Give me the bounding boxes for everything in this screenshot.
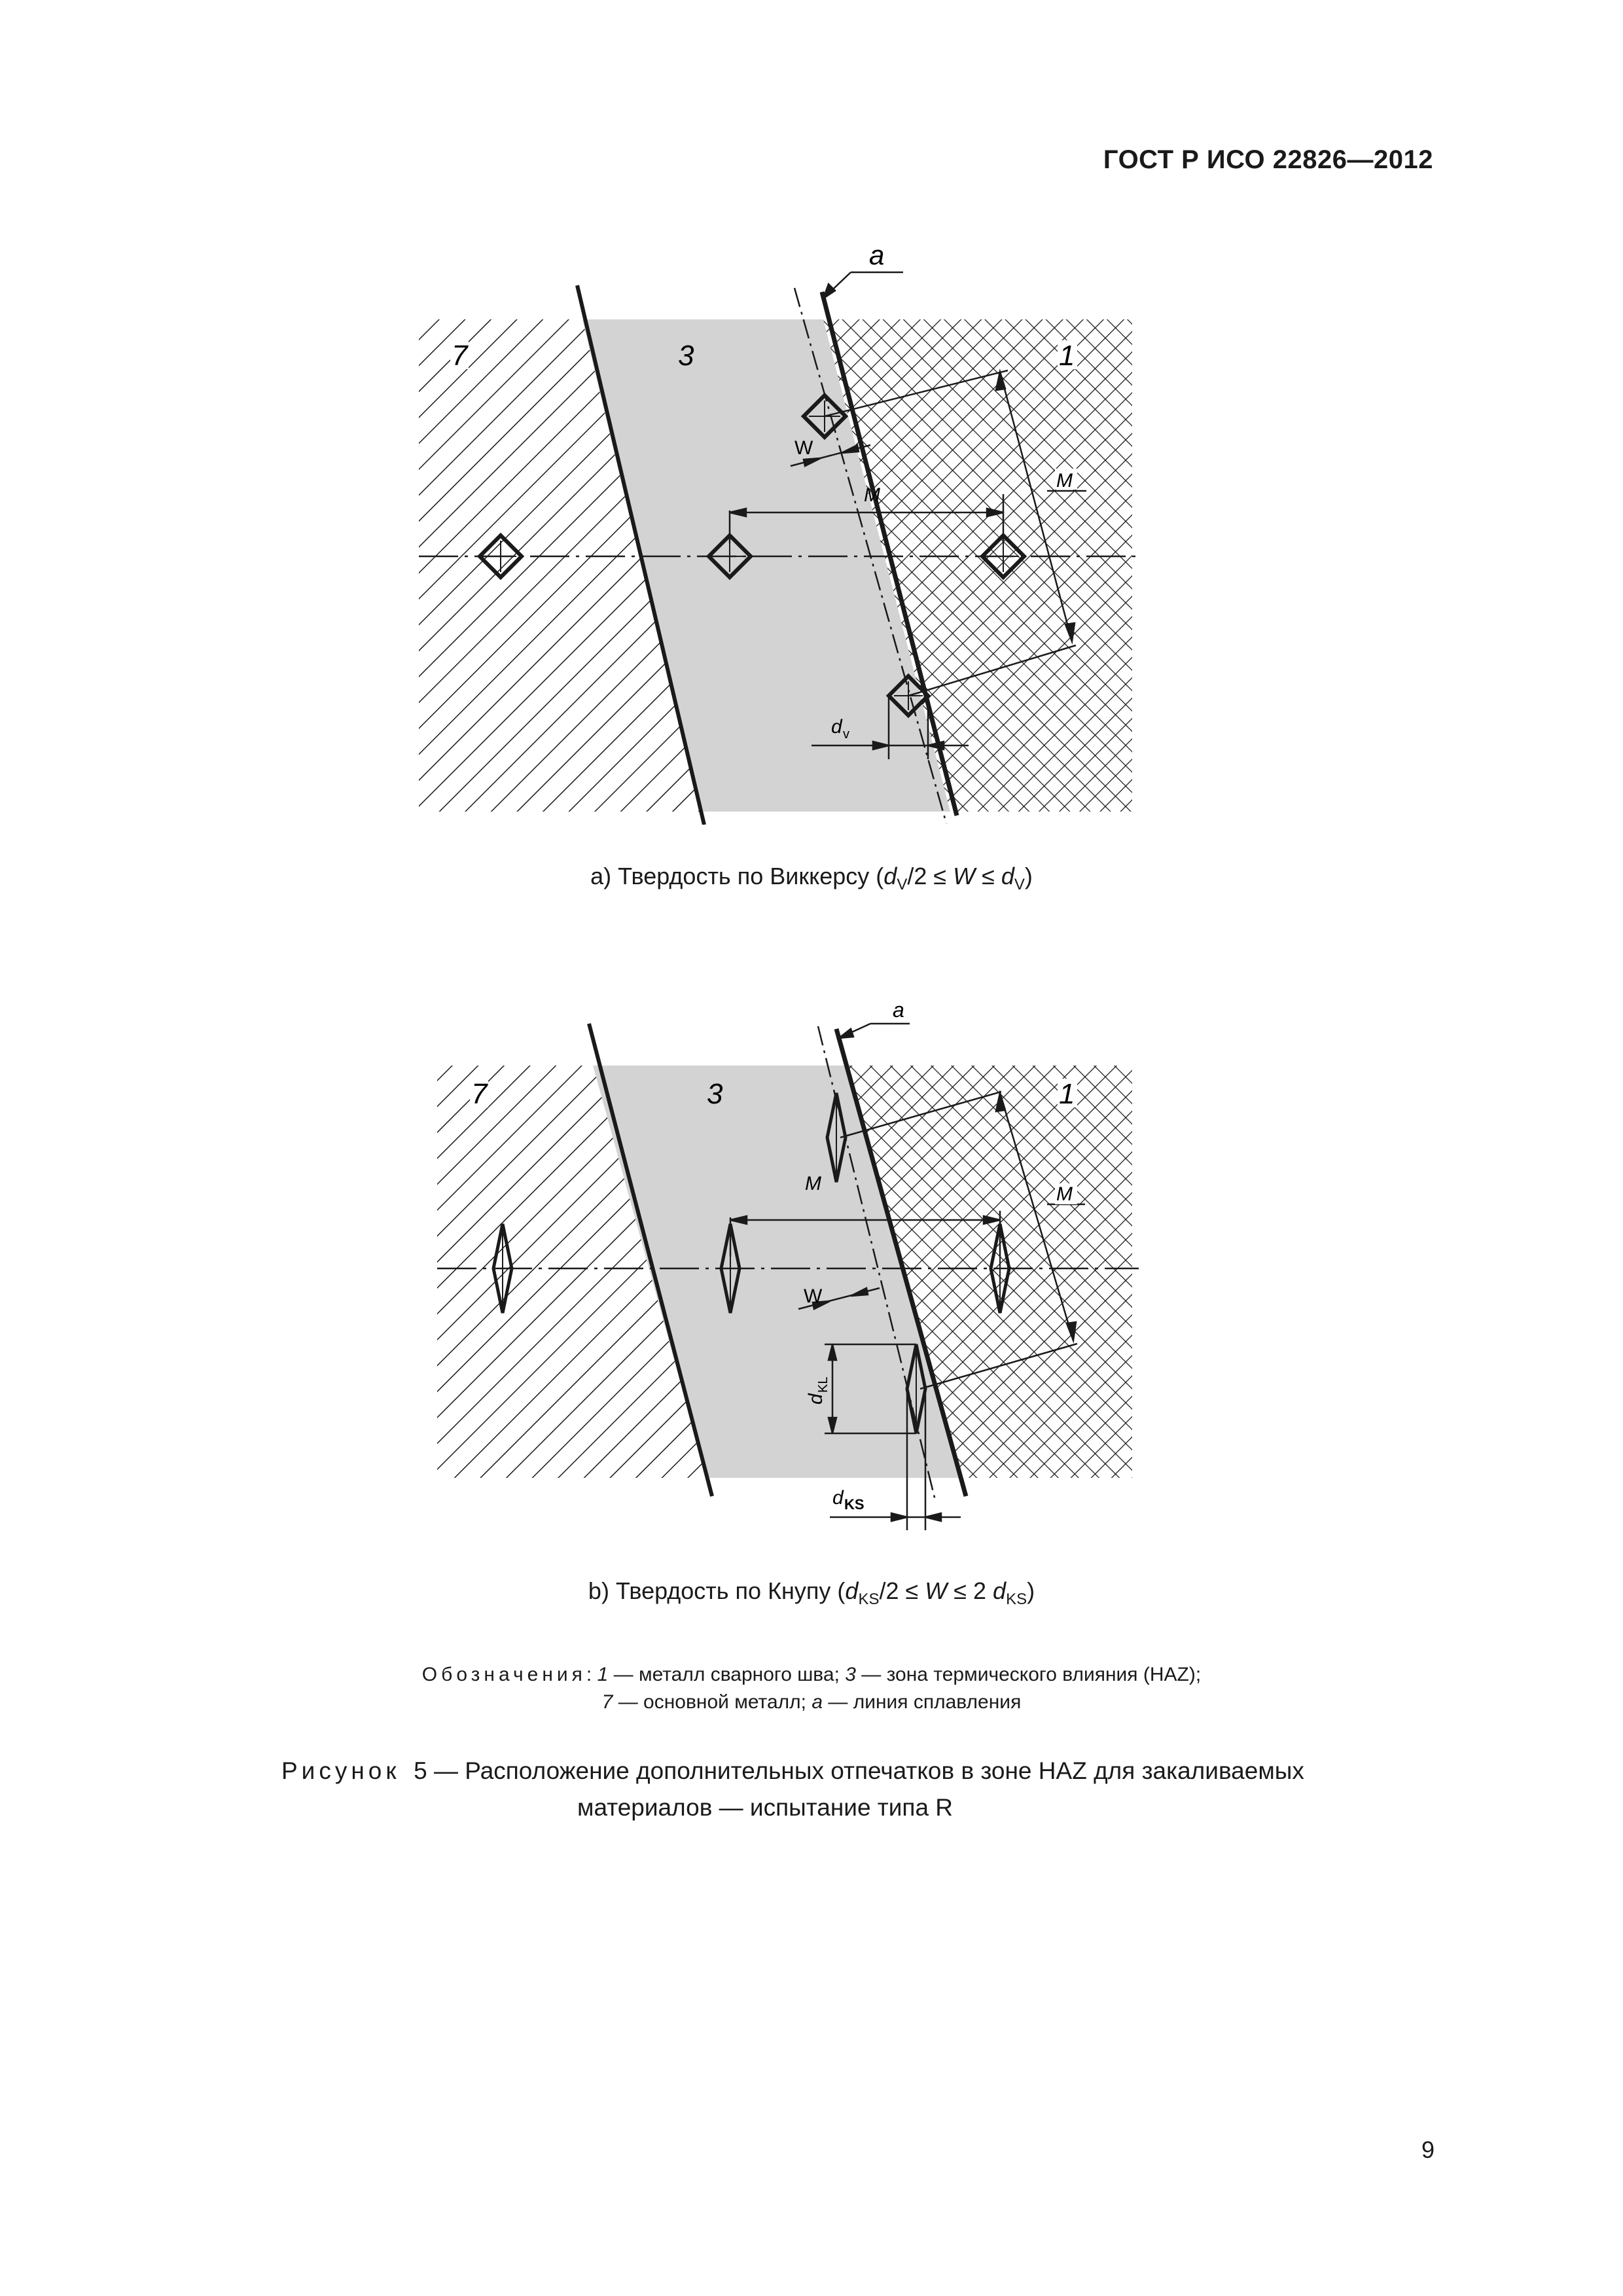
label-dks: d <box>832 1487 844 1509</box>
label-weld-metal: 1 <box>1059 1078 1075 1110</box>
label-fusion-line: a <box>893 998 904 1022</box>
figure-b-caption: b) Твердость по Кнупу ($d_{KS}/2 \le W \le 2$ $d_{KS}$) <box>588 1577 1035 1609</box>
figure-b-knoop <box>393 995 1152 1532</box>
label-dks-sub: KS <box>844 1496 865 1513</box>
label-dv: d <box>831 716 842 738</box>
label-m: M <box>805 1173 821 1194</box>
label-weld-metal: 1 <box>1059 340 1075 372</box>
legend-notes <box>0 1661 1623 1716</box>
figure-a-caption: a) Твердость по Виккерсу $(d_V/2 \le W \le d_V)$ <box>590 863 1033 894</box>
label-dkl: d <box>805 1393 827 1405</box>
figure-title-line-1: Рисунок 5 — Расположение дополнительных отпечатков в зоне HAZ для закаливаемых <box>281 1757 1304 1784</box>
legend-line-2: 7 — основной металл; a — линия сплавления <box>601 1691 1022 1713</box>
fusion-line-leader <box>823 272 903 298</box>
label-base-metal: 7 <box>471 1078 488 1110</box>
legend-line-1: Обозначения: 1 — металл сварного шва; 3 — зона термического влияния (HAZ); <box>421 1664 1202 1685</box>
label-dv-sub: v <box>843 727 849 742</box>
standard-header: ГОСТ Р ИСО 22826—2012 <box>1103 145 1433 174</box>
page-number: 9 <box>1421 2136 1435 2163</box>
label-m-inclined: M <box>1056 1183 1073 1205</box>
label-dkl-sub: KL <box>816 1376 830 1393</box>
fusion-line-leader <box>839 1024 910 1038</box>
label-base-metal: 7 <box>452 340 468 372</box>
label-m-inclined: M <box>1056 470 1073 492</box>
label-w: W <box>804 1285 823 1307</box>
figure-title-line-2: материалов — испытание типа R <box>577 1794 954 1821</box>
figure-title <box>281 1753 1394 1826</box>
label-haz: 3 <box>678 340 694 372</box>
label-fusion-line: a <box>869 240 885 270</box>
label-haz: 3 <box>707 1078 723 1110</box>
figure-a-vickers <box>393 236 1152 825</box>
label-w: W <box>794 437 813 459</box>
label-m: M <box>864 484 880 506</box>
